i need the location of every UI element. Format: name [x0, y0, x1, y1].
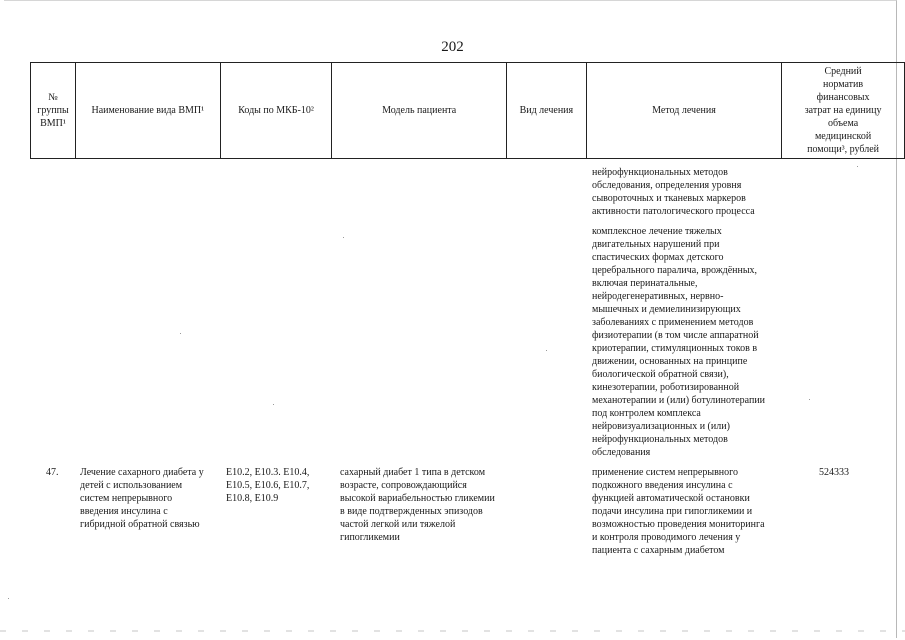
method-line: двигательных нарушений при: [592, 239, 720, 250]
header-cost-line: затрат на единицу: [804, 105, 882, 116]
scan-artifact: [0, 630, 905, 632]
method-line: нейровизуализационных и (или): [592, 421, 730, 432]
header-patient-model: Модель пациента: [332, 63, 507, 159]
method-line: применение систем непрерывного: [592, 467, 738, 478]
header-vmp-name: Наименование вида ВМП¹: [75, 63, 220, 159]
name-line: детей с использованием: [80, 480, 183, 491]
model-line: возрасте, сопровождающийся: [340, 480, 467, 491]
row-icd-codes: [226, 466, 336, 505]
method-line: функцией автоматической остановки: [592, 493, 750, 504]
header-group-number-line: №: [48, 92, 58, 103]
model-line: сахарный диабет 1 типа в детском: [340, 467, 486, 478]
codes-line: E10.8, E10.9: [226, 493, 279, 504]
method-line: нейрофункциональных методов: [592, 167, 728, 178]
scan-speck: [857, 166, 858, 167]
model-line: частой легкой или тяжелой: [340, 519, 456, 530]
row-treatment-method: [592, 466, 784, 557]
method-line: биологической обратной связи),: [592, 369, 729, 380]
page-number: 202: [441, 39, 464, 55]
table-header: [30, 62, 905, 159]
codes-line: E10.2, E10.3. E10.4,: [226, 467, 310, 478]
header-cost-line: объема: [828, 118, 859, 129]
header-group-number-line: группы: [37, 105, 69, 116]
method-line: криотерапии, стимуляционных токов в: [592, 343, 758, 354]
method-line: физиотерапии (в том числе аппаратной: [592, 330, 759, 341]
header-cost-line: помощи³, рублей: [807, 144, 880, 155]
method-line: спастических формах детского: [592, 252, 724, 263]
row-vmp-name: [80, 466, 222, 531]
model-line: гипогликемии: [340, 532, 400, 543]
name-line: систем непрерывного: [80, 493, 173, 504]
method-line: возможностью проведения мониторинга: [592, 519, 765, 530]
method-line: нейрофункциональных методов: [592, 434, 728, 445]
method-line: мышечных и демиелинизирующих: [592, 304, 741, 315]
method-line: кинезотерапии, роботизированной: [592, 382, 740, 393]
method-line: комплексное лечение тяжелых: [592, 226, 722, 237]
header-cost-line: финансовых: [816, 92, 870, 103]
name-line: введения инсулина с: [80, 506, 168, 517]
continuation-method-1: [592, 166, 784, 218]
method-line: движении, основанных на принципе: [592, 356, 748, 367]
scan-speck: [180, 333, 181, 334]
scan-speck: [343, 237, 344, 238]
row-average-cost: 524333: [819, 467, 849, 478]
method-line: механотерапии и (или) ботулинотерапии: [592, 395, 766, 406]
method-line: и контроля проводимого лечения у: [592, 532, 741, 543]
method-line: пациента с сахарным диабетом: [592, 545, 725, 556]
method-line: активности патологического процесса: [592, 206, 755, 217]
method-line: церебрального паралича, врождённых,: [592, 265, 758, 276]
header-treatment-type: Вид лечения: [506, 63, 586, 159]
scan-speck: [273, 404, 274, 405]
header-cost-line: норматив: [823, 79, 864, 90]
method-line: подкожного введения инсулина с: [592, 480, 733, 491]
header-cost-line: медицинской: [814, 131, 872, 142]
row-number: 47.: [46, 467, 59, 478]
scan-speck: [8, 598, 9, 599]
model-line: в виде подтвержденных эпизодов: [340, 506, 483, 517]
codes-line: E10.5, E10.6, E10.7,: [226, 480, 310, 491]
method-line: заболеваниях с применением методов: [592, 317, 754, 328]
method-line: нейродегенеративных, нервно-: [592, 291, 724, 302]
method-line: обследования: [592, 447, 651, 458]
header-group-number-line: ВМП¹: [40, 118, 66, 129]
scan-speck: [546, 350, 547, 351]
row-patient-model: [340, 466, 510, 544]
method-line: включая перинатальные,: [592, 278, 698, 289]
scan-speck: [809, 399, 810, 400]
method-line: подачи инсулина при гипогликемии и: [592, 506, 753, 517]
method-line: обследования, определения уровня: [592, 180, 742, 191]
method-line: под контролем комплекса: [592, 408, 701, 419]
header-treatment-method: Метод лечения: [586, 63, 781, 159]
header-icd-codes: Коды по МКБ-10²: [220, 63, 332, 159]
name-line: гибридной обратной связью: [80, 519, 200, 530]
header-cost-line: Средний: [824, 66, 862, 77]
name-line: Лечение сахарного диабета у: [80, 467, 204, 478]
model-line: высокой вариабельностью гликемии: [340, 493, 495, 504]
continuation-method-2: [592, 225, 784, 459]
method-line: сывороточных и тканевых маркеров: [592, 193, 746, 204]
header-average-cost: [782, 63, 905, 159]
header-group-number: [31, 63, 76, 159]
